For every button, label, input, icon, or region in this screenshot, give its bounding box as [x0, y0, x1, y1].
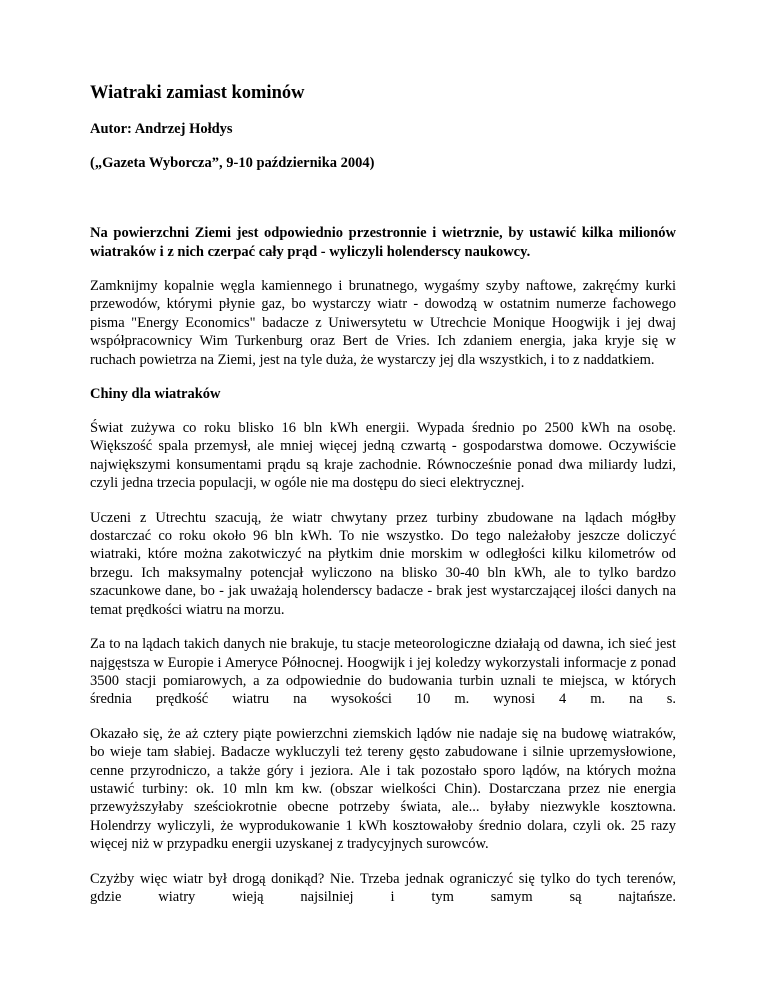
document-page [90, 82, 676, 922]
paragraph-5: Okazało się, że aż cztery piąte powierzchni ziemskich lądów nie nadaje się na budowę wiatraków, bo wieje tam słabiej. Badacze wykluczyli też tereny gęsto zabudowane i silnie uprzemysłowione, cenne przyrodniczo, a także góry i jeziora. Ale i tak pozostało sporo lądów, na których można ustawić turbiny: ok. 10 mln km kw. (obszar wielkości Chin). Dostarczana przez nie energia przewyższyłaby sześciokrotnie obecne potrzeby świata, ale... byłaby niezwykle kosztowna. Holendrzy wyliczyli, że wyprodukowanie 1 kWh kosztowałoby średnio dolara, czyli ok. 25 razy więcej niż w przypadku energii uzyskanej z tradycyjnych surowców. [90, 725, 676, 853]
paragraph-3: Uczeni z Utrechtu szacują, że wiatr chwytany przez turbiny zbudowane na lądach mógłby dostarczać co roku około 96 bln kWh. To nie wszystko. Do tego należałoby jeszcze doliczyć wiatraki, które można zakotwiczyć na płytkim dnie morskim w odległości kilku kilometrów od brzegu. Ich maksymalny potencjał wyliczono na blisko 30-40 bln kWh, ale to tylko bardzo szacunkowe dane, bo - jak uważają holenderscy badacze - brak jest wystarczającej ilości danych na temat prędkości wiatru na morzu. [90, 509, 676, 618]
paragraph-6: Czyżby więc wiatr był drogą donikąd? Nie. Trzeba jednak ograniczyć się tylko do tych terenów, gdzie wiatry wieją najsilniej i tym samym są najtańsze. [90, 870, 676, 905]
article-title: Wiatraki zamiast kominów [90, 83, 305, 103]
paragraph-1: Zamknijmy kopalnie węgla kamiennego i brunatnego, wygaśmy szyby naftowe, zakręćmy kurki przewodów, którymi płynie gaz, bo wystarczy wiatr - dowodzą w ostatnim numerze fachowego pisma "Energy Economics" badacze z Uniwersytetu w Utrechcie Monique Hoogwijk i jej dwaj współpracownicy Wim Turkenburg oraz Bert de Vries. Ich zdaniem energia, jaka kryje się w ruchach powietrza na Ziemi, jest na tyle duża, że wystarczy jej dla wszystkich, i to z naddatkiem. [90, 278, 676, 368]
article-source: („Gazeta Wyborcza”, 9-10 października 2004) [90, 155, 375, 171]
article-author: Autor: Andrzej Hołdys [90, 121, 233, 137]
section-heading: Chiny dla wiatraków [90, 386, 221, 403]
paragraph-4: Za to na lądach takich danych nie brakuje, tu stacje meteorologiczne działają od dawna, ich sieć jest najgęstsza w Europie i Ameryce Północnej. Hoogwijk i jej koledzy wykorzystali informacje z ponad 3500 stacji pomiarowych, a za odpowiednie do budowania turbin uznali te miejsca, w których średnia prędkość wiatru na wysokości 10 m. wynosi 4 m. na s. [90, 636, 676, 708]
paragraph-2: Świat zużywa co roku blisko 16 bln kWh energii. Wypada średnio po 2500 kWh na osobę. Większość spala przemysł, ale mniej więcej jedną czwartą - gospodarstwa domowe. Oczywiście największymi konsumentami prądu są kraje zachodnie. Równocześnie ponad dwa miliardy ludzi, czyli jedna trzecia populacji, w ogóle nie ma dostępu do sieci elektrycznej. [90, 420, 676, 492]
article-lead: Na powierzchni Ziemi jest odpowiednio przestronnie i wietrznie, by ustawić kilka milionów wiatraków i z nich czerpać cały prąd - wyliczyli holenderscy naukowcy. [90, 225, 676, 260]
